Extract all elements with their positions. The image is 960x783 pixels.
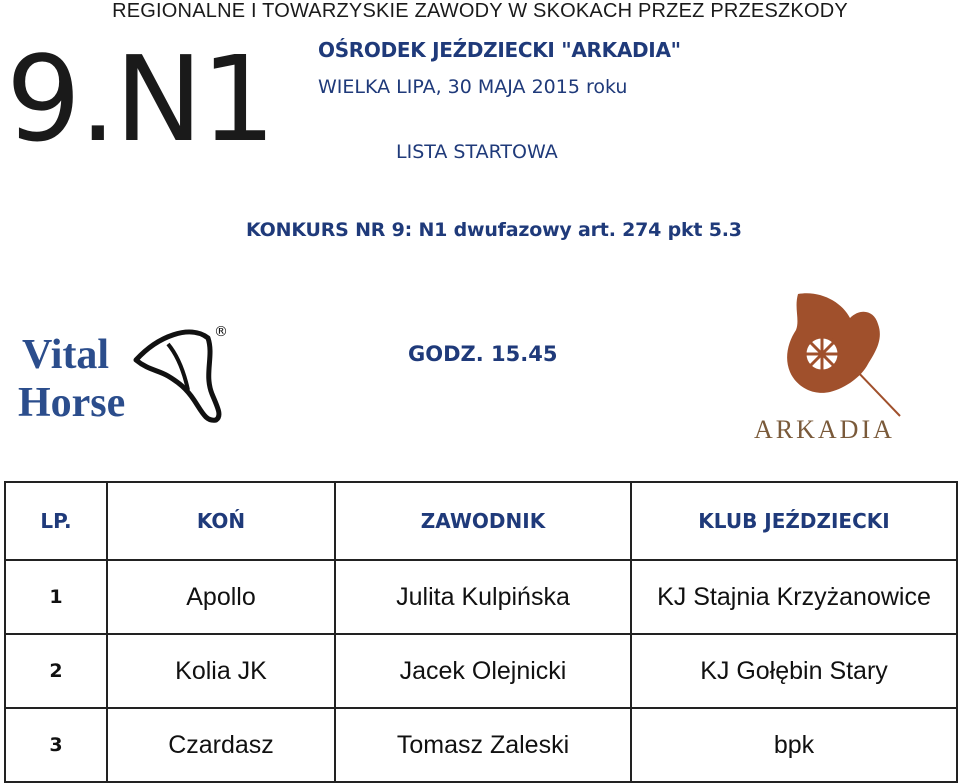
registered-mark: ® — [214, 324, 228, 340]
header-rider: ZAWODNIK — [335, 482, 631, 560]
logo-left-line1: Vital — [22, 332, 110, 378]
vital-horse-logo — [18, 316, 238, 426]
cell-club: bpk — [631, 708, 957, 782]
header-horse: KOŃ — [107, 482, 335, 560]
cell-lp: 3 — [5, 708, 107, 782]
event-title: REGIONALNE I TOWARZYSKIE ZAWODY W SKOKACH PRZEZ PRZESZKODY — [112, 0, 848, 22]
table-row — [5, 708, 957, 782]
cell-rider: Jacek Olejnicki — [335, 634, 631, 708]
arkadia-logo — [750, 288, 940, 443]
competition-code: 9.N1 — [6, 30, 274, 168]
header-lp: LP. — [5, 482, 107, 560]
place-date: WIELKA LIPA, 30 MAJA 2015 roku — [318, 76, 628, 98]
cell-rider: Julita Kulpińska — [335, 560, 631, 634]
list-title: LISTA STARTOWA — [396, 141, 558, 163]
table-row — [5, 560, 957, 634]
cell-lp: 2 — [5, 634, 107, 708]
horse-chariot-icon — [787, 293, 900, 416]
cell-club: KJ Stajnia Krzyżanowice — [631, 560, 957, 634]
horse-head-icon — [136, 332, 219, 420]
header-club: KLUB JEŹDZIECKI — [631, 482, 957, 560]
logo-right-text: ARKADIA — [754, 415, 895, 443]
cell-horse: Apollo — [107, 560, 335, 634]
competition-name: KONKURS NR 9: N1 dwufazowy art. 274 pkt 5.3 — [246, 219, 742, 241]
cell-lp: 1 — [5, 560, 107, 634]
logo-left-line2: Horse — [18, 380, 126, 426]
venue-name: OŚRODEK JEŹDZIECKI "ARKADIA" — [318, 38, 681, 62]
start-time: GODZ. 15.45 — [408, 342, 558, 366]
table-header-row — [5, 482, 957, 560]
cell-horse: Kolia JK — [107, 634, 335, 708]
start-list-table — [4, 481, 958, 783]
cell-club: KJ Gołębin Stary — [631, 634, 957, 708]
cell-horse: Czardasz — [107, 708, 335, 782]
table-row — [5, 634, 957, 708]
cell-rider: Tomasz Zaleski — [335, 708, 631, 782]
